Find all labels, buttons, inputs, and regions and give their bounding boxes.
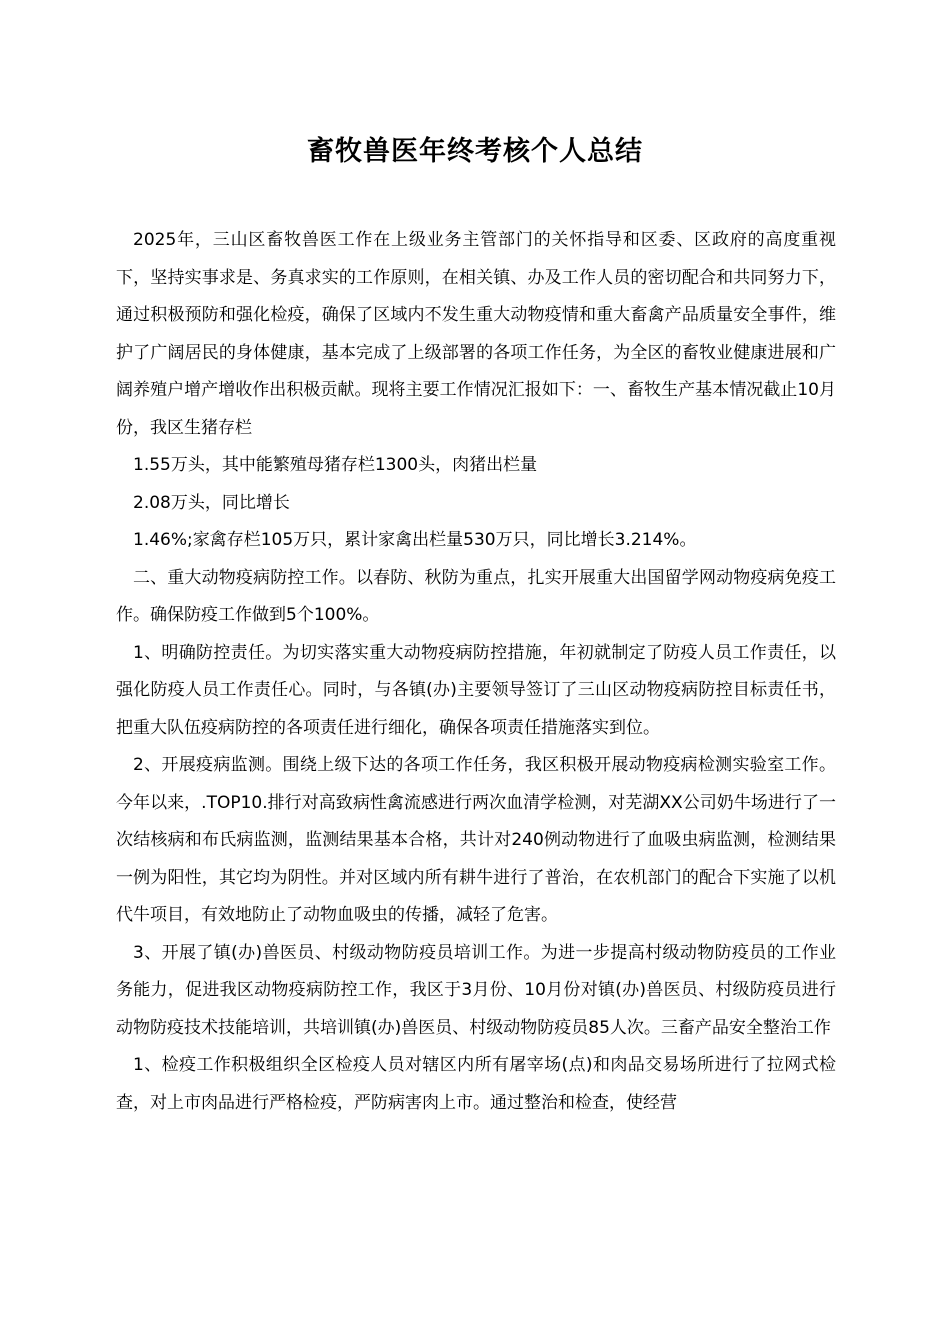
document-body — [116, 222, 836, 1122]
paragraph: 二、重大动物疫病防控工作。以春防、秋防为重点，扎实开展重大出国留学网动物疫病免疫工作。确保防疫工作做到5个100%。 — [116, 567, 836, 625]
paragraph: 1、明确防控责任。为切实落实重大动物疫病防控措施，年初就制定了防疫人员工作责任，以强化防疫人员工作责任心。同时，与各镇(办)主要领导签订了三山区动物疫病防控目标责任书，把重大队伍疫病防控的各项责任进行细化，确保各项责任措施落实到位。 — [116, 642, 836, 738]
paragraph: 1、检疫工作积极组织全区检疫人员对辖区内所有屠宰场(点)和肉品交易场所进行了拉网式检查，对上市肉品进行严格检疫，严防病害肉上市。通过整治和检查，使经营 — [116, 1055, 836, 1113]
paragraph: 3、开展了镇(办)兽医员、村级动物防疫员培训工作。为进一步提高村级动物防疫员的工作业务能力，促进我区动物疫病防控工作，我区于3月份、10月份对镇(办)兽医员、村级防疫员进行动物防疫技术技能培训，共培训镇(办)兽医员、村级动物防疫员85人次。三畜产品安全整治工作 — [116, 942, 836, 1038]
paragraph: 1.55万头，其中能繁殖母猪存栏1300头，肉猪出栏量 — [133, 455, 538, 475]
paragraph: 2、开展疫病监测。围绕上级下达的各项工作任务，我区积极开展动物疫病检测实验室工作。今年以来，.TOP10.排行对高致病性禽流感进行两次血清学检测，对芜湖XX公司奶牛场进行了一次结核病和布氏病监测，监测结果基本合格，共计对240例动物进行了血吸虫病监测，检测结果一例为阳性，其它均为阴性。并对区域内所有耕牛进行了普治，在农机部门的配合下实施了以机代牛项目，有效地防止了动物血吸虫的传播，减轻了危害。 — [116, 755, 836, 925]
paragraph: 1.46%;家禽存栏105万只，累计家禽出栏量530万只，同比增长3.214%。 — [133, 530, 697, 550]
document-title: 畜牧兽医年终考核个人总结 — [307, 136, 643, 167]
paragraph: 2025年，三山区畜牧兽医工作在上级业务主管部门的关怀指导和区委、区政府的高度重视下，坚持实事求是、务真求实的工作原则，在相关镇、办及工作人员的密切配合和共同努力下，通过积极预防和强化检疫，确保了区域内不发生重大动物疫情和重大畜禽产品质量安全事件，维护了广阔居民的身体健康，基本完成了上级部署的各项工作任务，为全区的畜牧业健康进展和广阔养殖户增产增收作出积极贡献。现将主要工作情况汇报如下：一、畜牧生产基本情况截止10月份，我区生猪存栏 — [116, 230, 836, 438]
paragraph: 2.08万头，同比增长 — [133, 492, 290, 513]
